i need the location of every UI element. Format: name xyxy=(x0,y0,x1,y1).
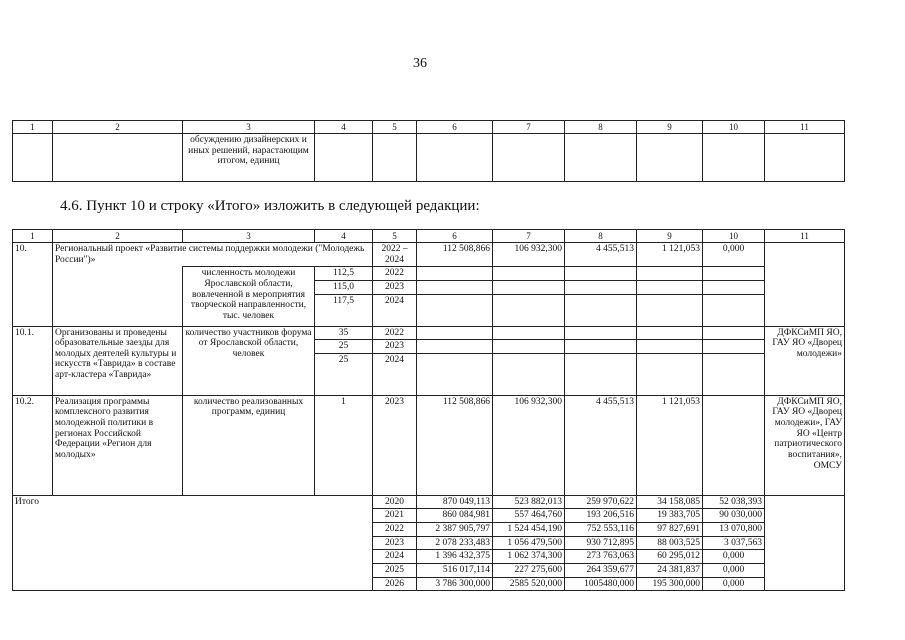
indicator-text: количество реализованных программ, единиц xyxy=(183,395,315,495)
col-num: 5 xyxy=(373,121,417,134)
total-value: 0,000 xyxy=(703,550,765,564)
responsible-org: ДФКСиМП ЯО, ГАУ ЯО «Дворец молодежи» xyxy=(765,326,845,395)
col-num: 6 xyxy=(417,230,493,243)
year: 2023 xyxy=(373,395,417,495)
value-local: 1 121,053 xyxy=(637,395,703,495)
total-value: 523 882,013 xyxy=(493,495,565,509)
indicator-text: численность молодежи Ярославской области, вовлеченной в мероприятия творческой направленности, тыс. человек xyxy=(183,267,315,326)
total-value: 19 383,705 xyxy=(637,509,703,523)
indicator-year: 2022 xyxy=(373,267,417,281)
col-num: 5 xyxy=(373,230,417,243)
total-year: 2024 xyxy=(373,550,417,564)
indicator-value: 35 xyxy=(315,326,373,340)
total-value: 2 387 905,797 xyxy=(417,523,493,537)
indicator-text: обсуждению дизайнерских и иных решений, нарастающим итогом, единиц xyxy=(183,134,315,182)
col-num: 4 xyxy=(315,121,373,134)
col-num: 3 xyxy=(183,230,315,243)
total-value: 193 206,516 xyxy=(565,509,637,523)
indicator-year: 2023 xyxy=(373,280,417,294)
indicator-value: 112,5 xyxy=(315,267,373,281)
indicator-value: 1 xyxy=(315,395,373,495)
total-value: 88 003,525 xyxy=(637,536,703,550)
total-value: 870 049,113 xyxy=(417,495,493,509)
total-value: 2585 520,000 xyxy=(493,577,565,591)
value-other: 0,000 xyxy=(703,243,765,267)
total-value: 273 763,063 xyxy=(565,550,637,564)
total-value: 930 712,895 xyxy=(565,536,637,550)
row-number: 10.2. xyxy=(13,395,53,495)
row-number: 10. xyxy=(13,243,53,327)
total-value: 752 553,116 xyxy=(565,523,637,537)
col-num: 1 xyxy=(13,121,53,134)
indicator-value: 25 xyxy=(315,353,373,395)
col-num: 11 xyxy=(765,230,845,243)
col-num: 6 xyxy=(417,121,493,134)
total-value: 227 275,600 xyxy=(493,563,565,577)
value-regional: 4 455,513 xyxy=(565,395,637,495)
row-10-indicator xyxy=(13,267,845,281)
value-total: 112 508,866 xyxy=(417,243,493,267)
indicator-year: 2023 xyxy=(373,340,417,354)
total-value: 13 070,800 xyxy=(703,523,765,537)
total-value: 1 396 432,375 xyxy=(417,550,493,564)
total-year: 2026 xyxy=(373,577,417,591)
value-regional: 4 455,513 xyxy=(565,243,637,267)
value-federal: 106 932,300 xyxy=(493,243,565,267)
total-year: 2020 xyxy=(373,495,417,509)
indicator-value: 25 xyxy=(315,340,373,354)
col-num: 9 xyxy=(637,230,703,243)
value-total: 112 508,866 xyxy=(417,395,493,495)
total-value: 2 078 233,483 xyxy=(417,536,493,550)
continuation-table xyxy=(12,120,845,182)
row-10-1 xyxy=(13,326,845,340)
row-10-project xyxy=(13,243,845,267)
total-value: 860 084,981 xyxy=(417,509,493,523)
total-value: 60 295,012 xyxy=(637,550,703,564)
year-range: 2022 – 2024 xyxy=(373,243,417,267)
indicator-year: 2022 xyxy=(373,326,417,340)
column-number-row xyxy=(13,230,845,243)
col-num: 11 xyxy=(765,121,845,134)
total-value: 90 030,000 xyxy=(703,509,765,523)
col-num: 10 xyxy=(703,121,765,134)
event-name: Реализация программы комплексного развития молодежной политики в регионах Российской Федерации «Регион для молодых» xyxy=(53,395,183,495)
total-value: 264 359,677 xyxy=(565,563,637,577)
total-value: 97 827,691 xyxy=(637,523,703,537)
indicator-year: 2024 xyxy=(373,294,417,326)
col-num: 2 xyxy=(53,121,183,134)
col-num: 10 xyxy=(703,230,765,243)
total-value: 1005480,000 xyxy=(565,577,637,591)
row-number: 10.1. xyxy=(13,326,53,395)
total-year: 2025 xyxy=(373,563,417,577)
total-value: 259 970,622 xyxy=(565,495,637,509)
col-num: 3 xyxy=(183,121,315,134)
total-year: 2022 xyxy=(373,523,417,537)
total-value: 0,000 xyxy=(703,577,765,591)
program-table xyxy=(12,229,845,591)
col-num: 2 xyxy=(53,230,183,243)
total-value: 557 464,760 xyxy=(493,509,565,523)
indicator-year: 2024 xyxy=(373,353,417,395)
col-num: 8 xyxy=(565,121,637,134)
responsible-org: ДФКСиМП ЯО, ГАУ ЯО «Дворец молодежи», ГАУ ЯО «Центр патриотического воспитания», ОМСУ xyxy=(765,395,845,495)
indicator-value: 117,5 xyxy=(315,294,373,326)
total-value: 3 037,563 xyxy=(703,536,765,550)
total-year: 2021 xyxy=(373,509,417,523)
page-number: 36 xyxy=(413,56,427,71)
total-value: 52 038,393 xyxy=(703,495,765,509)
row-10-2 xyxy=(13,395,845,495)
column-number-row xyxy=(13,121,845,134)
total-value: 24 381,837 xyxy=(637,563,703,577)
total-value: 1 056 479,500 xyxy=(493,536,565,550)
col-num: 9 xyxy=(637,121,703,134)
col-num: 4 xyxy=(315,230,373,243)
total-value: 34 158,085 xyxy=(637,495,703,509)
total-value: 516 017,114 xyxy=(417,563,493,577)
col-num: 7 xyxy=(493,121,565,134)
indicator-text: количество участников форума от Ярославской области, человек xyxy=(183,326,315,395)
section-heading: 4.6. Пункт 10 и строку «Итого» изложить в следующей редакции: xyxy=(60,198,480,214)
total-value: 195 300,000 xyxy=(637,577,703,591)
col-num: 7 xyxy=(493,230,565,243)
total-value: 1 524 454,190 xyxy=(493,523,565,537)
value-local: 1 121,053 xyxy=(637,243,703,267)
col-num: 8 xyxy=(565,230,637,243)
total-label: Итого xyxy=(13,495,373,590)
total-row xyxy=(13,495,845,509)
total-value: 3 786 300,000 xyxy=(417,577,493,591)
total-value: 1 062 374,300 xyxy=(493,550,565,564)
indicator-value: 115,0 xyxy=(315,280,373,294)
responsible-empty xyxy=(765,243,845,327)
col-num: 1 xyxy=(13,230,53,243)
project-name: Региональный проект «Развитие системы поддержки молодежи ("Молодежь России")» xyxy=(53,243,373,267)
value-federal: 106 932,300 xyxy=(493,395,565,495)
event-name: Организованы и проведены образовательные заезды для молодых деятелей культуры и искусств «Таврида» в составе арт-кластера «Таврида» xyxy=(53,326,183,395)
total-year: 2023 xyxy=(373,536,417,550)
total-responsible-empty xyxy=(765,495,845,590)
total-value: 0,000 xyxy=(703,563,765,577)
table-row xyxy=(13,134,845,182)
